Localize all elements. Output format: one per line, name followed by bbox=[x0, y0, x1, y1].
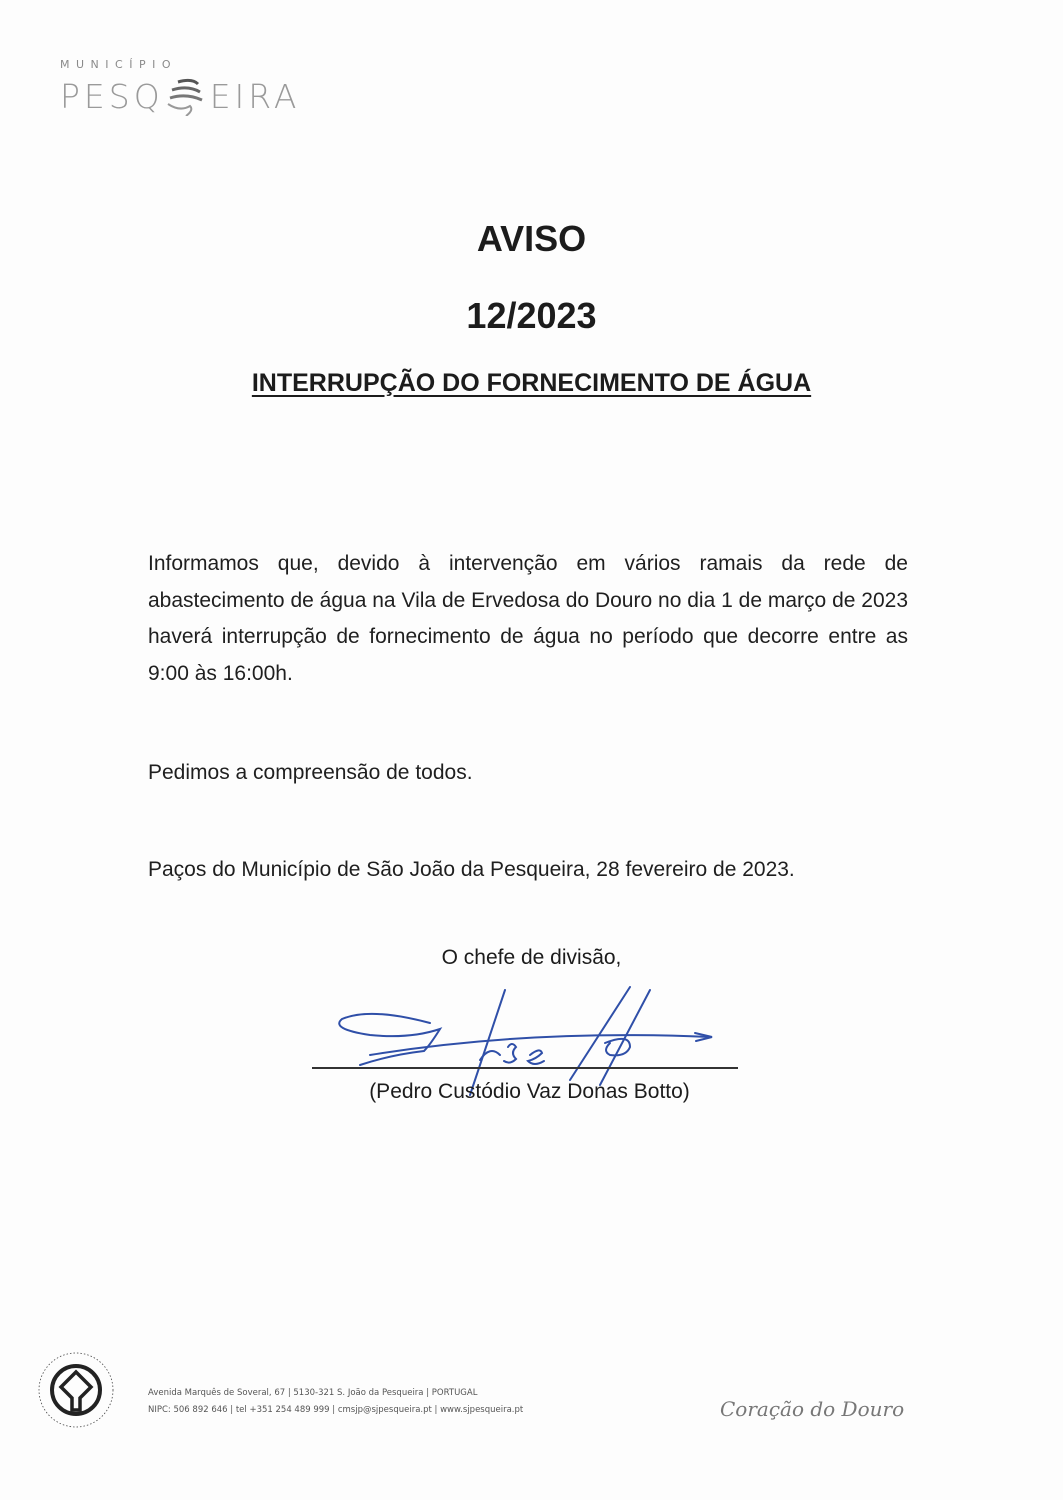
slogan-text: Coração do Douro bbox=[720, 1397, 905, 1421]
logo-municipio-label: MUNICÍPIO bbox=[60, 58, 177, 71]
coracao-do-douro-slogan bbox=[710, 1378, 960, 1438]
municipality-logo bbox=[60, 58, 301, 116]
world-heritage-seal-icon bbox=[36, 1350, 116, 1430]
footer-address: Avenida Marquês de Soveral, 67 | 5130-321 S. João da Pesqueira | PORTUGAL bbox=[148, 1388, 478, 1398]
logo-word-right: EIRA bbox=[209, 77, 301, 116]
signatory-role: O chefe de divisão, bbox=[441, 946, 622, 969]
signature-line bbox=[312, 1067, 738, 1069]
place-and-date: Paços do Município de São João da Pesqueira, 28 fevereiro de 2023. bbox=[148, 858, 795, 881]
signatory-name: (Pedro Custódio Vaz Donas Botto) bbox=[369, 1080, 690, 1103]
footer-contact bbox=[148, 1385, 523, 1419]
notice-number: 12/2023 bbox=[466, 295, 597, 336]
notice-body-paragraph: Informamos que, devido à intervenção em vários ramais da rede de abastecimento de água na Vila de Ervedosa do Douro no dia 1 de março de 2023 haverá interrupção de fornecimento de água no período que decorre entre as 9:00 às 16:00h. bbox=[148, 552, 908, 685]
logo-wordmark bbox=[60, 76, 300, 116]
closing-request: Pedimos a compreensão de todos. bbox=[148, 761, 473, 784]
footer-contacts: NIPC: 506 892 646 | tel +351 254 489 999 | cmsjp@sjpesqueira.pt | www.sjpesqueira.pt bbox=[148, 1405, 524, 1415]
river-wave-icon bbox=[164, 76, 210, 116]
notice-title: AVISO bbox=[476, 218, 587, 259]
notice-subject: INTERRUPÇÃO DO FORNECIMENTO DE ÁGUA bbox=[251, 369, 812, 397]
logo-word-left: PESQ bbox=[60, 77, 164, 116]
